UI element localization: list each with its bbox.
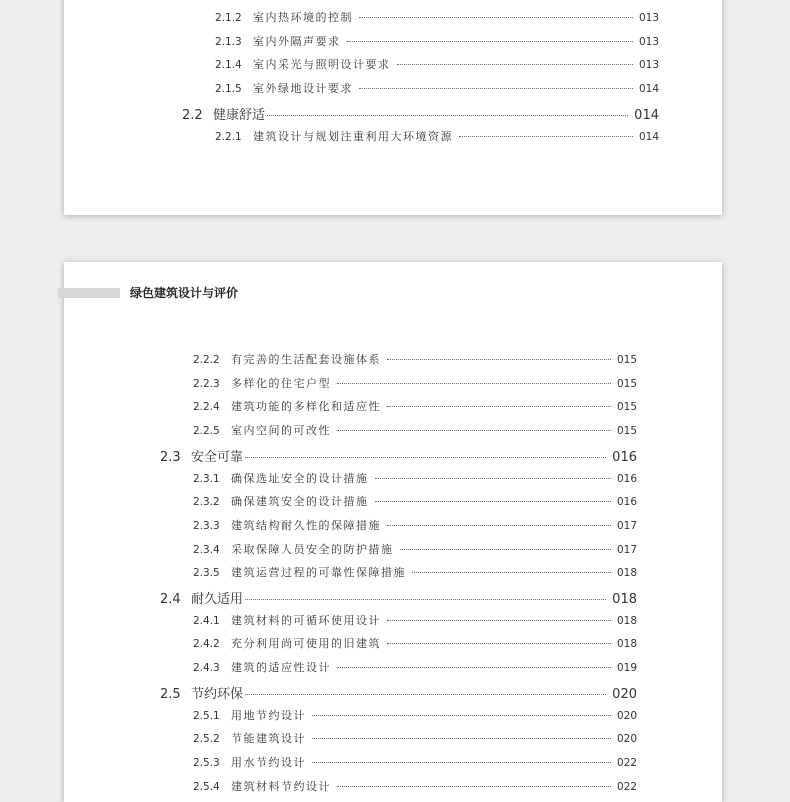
- toc-entry-number: 2.4.2: [193, 638, 220, 651]
- toc-entry-title: 确保选址安全的设计措施: [231, 471, 369, 485]
- toc-entry-page-number: 015: [616, 377, 637, 390]
- dot-leader: [375, 478, 611, 479]
- toc-entry-title: 耐久适用: [191, 592, 244, 607]
- toc-entry-page-number: 022: [616, 756, 637, 769]
- toc-entry-number: 2.4.3: [193, 662, 220, 675]
- toc-subsection-entry[interactable]: [193, 612, 637, 628]
- toc-entry-number: 2.3.1: [193, 472, 220, 485]
- toc-subsection-entry[interactable]: [193, 659, 637, 675]
- toc-entry-title: 有完善的生活配套设施体系: [231, 353, 381, 366]
- toc-entry-page-number: 015: [616, 354, 637, 366]
- toc-entry-title: 建筑结构耐久性的保障措施: [231, 518, 381, 532]
- toc-entry-title: 建筑材料节约设计: [231, 779, 331, 793]
- toc-entry-number: 2.2.2: [193, 354, 220, 366]
- toc-entry-title: 确保建筑安全的设计措施: [231, 495, 369, 509]
- toc-entry-page-number: 013: [638, 59, 659, 72]
- toc-entry-title: 用水节约设计: [231, 755, 306, 769]
- toc-entry-title: 采取保障人员安全的防护措施: [231, 542, 394, 556]
- toc-entry-number: 2.3.4: [193, 543, 220, 556]
- toc-entry-title: 建筑运营过程的可靠性保障措施: [231, 566, 406, 580]
- dot-leader: [267, 115, 628, 116]
- toc-entry-title: 节能建筑设计: [231, 732, 306, 746]
- dot-leader: [375, 501, 611, 502]
- toc-entry-page-number: 015: [616, 425, 637, 438]
- toc-entry-title: 建筑设计与规划注重利用大环境资源: [253, 129, 453, 143]
- toc-entry-page-number: 018: [616, 638, 637, 651]
- toc-section-entry[interactable]: [160, 683, 637, 702]
- toc-entry-number: 2.2.3: [193, 377, 220, 390]
- toc-entry-number: 2.5.3: [193, 756, 220, 769]
- toc-subsection-entry[interactable]: [193, 398, 637, 414]
- toc-subsection-entry[interactable]: [193, 517, 637, 533]
- toc-entry-number: 2.3.2: [193, 496, 220, 509]
- toc-entry-number: 2.5.4: [193, 780, 220, 793]
- toc-entry-number: 2.4: [160, 592, 181, 607]
- dot-leader: [459, 136, 633, 137]
- toc-entry-title: 健康舒适: [213, 107, 266, 123]
- page-top: [64, 0, 722, 215]
- toc-entry-page-number: 014: [634, 107, 659, 123]
- dot-leader: [245, 599, 606, 600]
- toc-entry-page-number: 016: [616, 472, 637, 485]
- header-bar: [58, 288, 120, 298]
- toc-entry-title: 室内外隔声要求: [253, 34, 341, 48]
- toc-entry-number: 2.3.5: [193, 567, 220, 580]
- toc-entry-page-number: 018: [612, 592, 637, 607]
- toc-entry-page-number: 014: [638, 130, 659, 143]
- dot-leader: [387, 643, 611, 644]
- toc-entry-number: 2.5: [160, 686, 181, 702]
- dot-leader: [387, 406, 611, 407]
- dot-leader: [387, 620, 611, 621]
- toc-subsection-entry[interactable]: [193, 375, 637, 391]
- toc-entry-number: 2.5.2: [193, 733, 220, 746]
- toc-subsection-entry[interactable]: [193, 422, 637, 438]
- toc-entry-number: 2.1.4: [215, 59, 242, 72]
- toc-entry-title: 室内采光与照明设计要求: [253, 58, 391, 72]
- toc-entry-title: 室内空间的可改性: [231, 424, 331, 438]
- toc-entry-page-number: 018: [616, 567, 637, 580]
- toc-entry-number: 2.3: [160, 449, 181, 465]
- toc-entry-page-number: 018: [616, 614, 637, 627]
- toc-subsection-entry[interactable]: [193, 707, 637, 723]
- dot-leader: [337, 667, 611, 668]
- toc-subsection-entry[interactable]: [193, 493, 637, 509]
- dot-leader: [400, 549, 611, 550]
- dot-leader: [312, 762, 611, 763]
- toc-entry-title: 充分利用尚可使用的旧建筑: [231, 637, 381, 651]
- toc-entry-page-number: 014: [638, 83, 659, 96]
- toc-entry-title: 建筑材料的可循环使用设计: [231, 613, 381, 627]
- toc-section-entry[interactable]: [160, 446, 637, 465]
- book-header-title: 绿色建筑设计与评价: [130, 286, 239, 300]
- toc-subsection-entry[interactable]: [193, 754, 637, 770]
- toc-entry-page-number: 020: [616, 709, 637, 722]
- toc-entry-page-number: 016: [612, 449, 637, 465]
- toc-entry-page-number: 017: [616, 519, 637, 532]
- toc-subsection-entry[interactable]: [215, 9, 659, 25]
- toc-entry-number: 2.1.2: [215, 12, 242, 24]
- toc-entry-title: 室外绿地设计要求: [253, 82, 353, 96]
- toc-entry-title: 安全可靠: [191, 449, 244, 465]
- toc-entry-number: 2.2: [182, 107, 203, 123]
- dot-leader: [347, 41, 633, 42]
- dot-leader: [245, 694, 606, 695]
- dot-leader: [359, 17, 633, 18]
- toc-subsection-entry[interactable]: [193, 470, 637, 486]
- toc-subsection-entry[interactable]: [193, 351, 637, 367]
- toc-entry-title: 建筑的适应性设计: [231, 661, 331, 675]
- dot-leader: [245, 457, 606, 458]
- toc-entry-title: 室内热环境的控制: [253, 11, 353, 24]
- dot-leader: [397, 64, 633, 65]
- toc-subsection-entry[interactable]: [193, 730, 637, 746]
- toc-entry-page-number: 015: [616, 401, 637, 414]
- toc-entry-page-number: 020: [612, 686, 637, 702]
- toc-entry-page-number: 019: [616, 662, 637, 675]
- toc-subsection-entry[interactable]: [193, 541, 637, 557]
- toc-entry-number: 2.1.5: [215, 83, 242, 96]
- dot-leader: [412, 572, 611, 573]
- dot-leader: [337, 430, 611, 431]
- page-main: [64, 262, 722, 802]
- toc-entry-page-number: 017: [616, 543, 637, 556]
- dot-leader: [359, 88, 633, 89]
- dot-leader: [312, 738, 611, 739]
- toc-entry-page-number: 016: [616, 496, 637, 509]
- toc-entry-number: 2.3.3: [193, 519, 220, 532]
- toc-entry-number: 2.2.4: [193, 401, 220, 414]
- toc-section-entry[interactable]: [160, 588, 637, 607]
- toc-entry-title: 建筑功能的多样化和适应性: [231, 400, 381, 414]
- toc-entry-page-number: 022: [616, 780, 637, 793]
- dot-leader: [387, 525, 611, 526]
- toc-entry-page-number: 020: [616, 733, 637, 746]
- dot-leader: [337, 786, 611, 787]
- toc-entry-page-number: 013: [638, 35, 659, 48]
- toc-entry-number: 2.2.5: [193, 425, 220, 438]
- toc-entry-title: 多样化的住宅户型: [231, 376, 331, 390]
- toc-subsection-entry[interactable]: [215, 128, 659, 144]
- toc-entry-page-number: 013: [638, 12, 659, 24]
- dot-leader: [337, 383, 611, 384]
- toc-subsection-entry[interactable]: [215, 80, 659, 96]
- toc-entry-title: 节约环保: [191, 686, 244, 702]
- toc-entry-number: 2.5.1: [193, 709, 220, 722]
- dot-leader: [312, 715, 611, 716]
- toc-entry-title: 用地节约设计: [231, 708, 306, 722]
- toc-subsection-entry[interactable]: [193, 564, 637, 580]
- toc-entry-number: 2.2.1: [215, 130, 242, 143]
- toc-entry-number: 2.4.1: [193, 614, 220, 627]
- toc-subsection-entry[interactable]: [193, 635, 637, 651]
- dot-leader: [387, 359, 611, 360]
- toc-entry-number: 2.1.3: [215, 35, 242, 48]
- toc-subsection-entry[interactable]: [215, 56, 659, 72]
- toc-subsection-entry[interactable]: [215, 33, 659, 49]
- toc-section-entry[interactable]: [182, 104, 659, 123]
- toc-subsection-entry[interactable]: [193, 778, 637, 794]
